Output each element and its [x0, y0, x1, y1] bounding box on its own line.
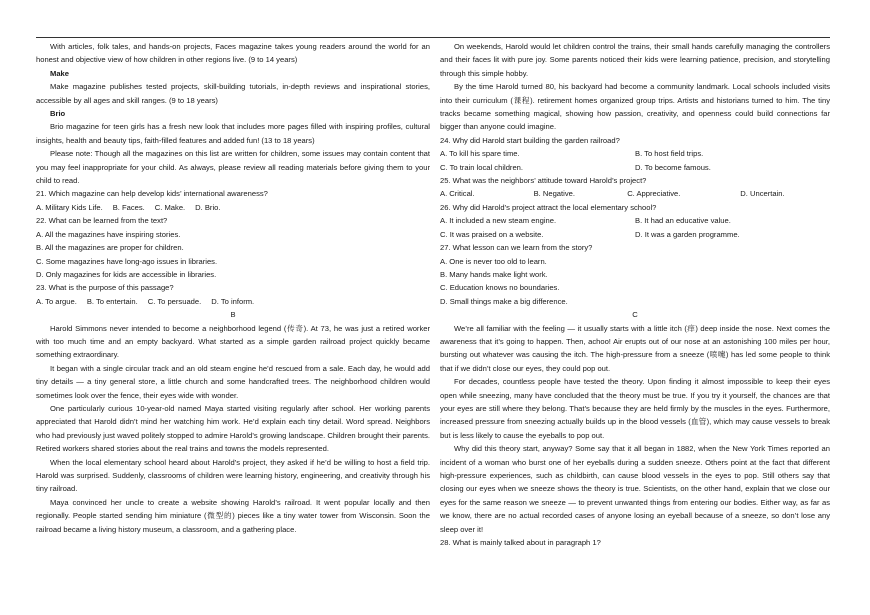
option: B. Many hands make light work.: [440, 269, 548, 279]
option: A. Critical.: [440, 189, 475, 199]
passage-c-paragraph-1: We’re all familiar with the feeling — it usually starts with a little itch (痒) deep inside the nose. Next comes the awareness that it’s going to happen. Then, achoo! Air erupts out of our nose at an astonishing 100 miles per hour, bursting out whatever was causing the itch. The high-pressure from a sneeze (喷嚏) has led some people to think that if we didn’t close our eyes, they could pop out.: [440, 323, 830, 373]
brio-description: Brio magazine for teen girls has a fresh new look that includes more pages filled with inspiring profiles, cultural insights, health and beauty tips, faith-filled features and added fun! (13 to 18 years): [36, 122, 430, 145]
question-24-options-row-1: [440, 147, 830, 160]
option: D. Only magazines for kids are accessible in libraries.: [36, 269, 217, 279]
make-description: Make magazine publishes tested projects, skill-building tutorials, in-depth reviews and inspirational stories, accessible by all ages and skill ranges. (9 to 18 years): [36, 82, 430, 105]
passage-b-paragraph-6: On weekends, Harold would let children control the trains, their small hands carefully managing the controllers and their faces lit with pure joy. Some parents noticed their kids were learning patience, precision, and storytelling through this simple hobby.: [440, 42, 830, 78]
question-21: 21. Which magazine can help develop kids’ international awareness?: [36, 189, 268, 199]
question-26-options-row-2: [440, 228, 830, 241]
passage-b-paragraph-1: Harold Simmons never intended to become a neighborhood legend (传奇). At 73, he was just a retired worker with too much time and an empty backyard. What started as a simple garden railroad project quickly became something extraordinary.: [36, 323, 430, 360]
left-column: [36, 40, 430, 536]
option: A. One is never too old to learn.: [440, 256, 547, 266]
question-21-options: [36, 201, 430, 214]
please-note: Please note: Though all the magazines on this list are written for children, some issues may contain content that you may feel inappropriate for your child. As always, please review all reading materials before giving them to your child to read.: [36, 149, 430, 186]
option: B. To host field trips.: [635, 149, 704, 159]
question-28: 28. What is mainly talked about in paragraph 1?: [440, 538, 601, 548]
option: A. All the magazines have inspiring stories.: [36, 229, 181, 239]
option: B. Negative.: [533, 189, 575, 199]
option: B. To entertain.: [86, 296, 138, 306]
option: D. Brio.: [195, 202, 221, 212]
option: D. To inform.: [211, 296, 255, 306]
option: C. To persuade.: [147, 296, 202, 306]
section-b-heading: B: [230, 310, 236, 320]
passage-c-paragraph-3: Why did this theory start, anyway? Some say that it all began in 1882, when the New York Times reported an incident of a woman who burst one of her eyeballs during a sudden sneeze. Others point at the fact that different high-pressure experiences, such as childbirth, can cause blood vessels in the eyes to pop. Still others say that closing our eyes when we sneeze shows the theory is true. Scientists, on the other hand, explain that we close our eyes for the same reason we sneeze — to prevent unwanted things from entering our bodies. Either way, as far as we know, there are no actual recorded cases of anyone losing an eyeball because of a sneeze, so don’t lose any sleep over it!: [440, 444, 830, 534]
option: A. Military Kids Life.: [36, 202, 103, 212]
question-23: 23. What is the purpose of this passage?: [36, 283, 174, 293]
option: D. To become famous.: [635, 162, 711, 172]
option: B. It had an educative value.: [635, 216, 731, 226]
question-23-options: [36, 295, 430, 308]
option: C. Appreciative.: [627, 189, 681, 199]
question-27: 27. What lesson can we learn from the story?: [440, 243, 593, 253]
passage-b-paragraph-4: When the local elementary school heard about Harold’s project, they asked if he’d be willing to host a field trip. Harold was surprised. Suddenly, classrooms of children were learning history, engineering, and creativity through his tiny railroad.: [36, 457, 430, 494]
option: C. Make.: [154, 202, 186, 212]
passage-c-paragraph-2: For decades, countless people have tested the theory. Upon finding it almost impossible to keep their eyes open while sneezing, many have concluded that the theory must be true. If you try it yourself, the chances are that your eyes are still where they belong. That’s because they are held firmly by the muscles in the eyes. Furthermore, increased pressure from sneezing actually builds up in the blood vessels (血管), which may cause vessels to break but is less likely to cause the eyeballs to pop out.: [440, 377, 830, 440]
question-25-options: [440, 187, 830, 200]
faces-description: With articles, folk tales, and hands-on projects, Faces magazine takes young readers around the world for an honest and objective view of how children in other regions live. (9 to 14 years): [36, 42, 430, 65]
option: B. Faces.: [112, 202, 145, 212]
option: D. Small things make a big difference.: [440, 296, 568, 306]
section-c-heading: C: [632, 310, 638, 320]
question-24: 24. Why did Harold start building the garden railroad?: [440, 135, 620, 145]
right-column: [440, 40, 830, 549]
option: D. Uncertain.: [740, 189, 785, 199]
option: D. It was a garden programme.: [635, 229, 740, 239]
option: C. Some magazines have long-ago issues in libraries.: [36, 256, 218, 266]
option: C. Education knows no boundaries.: [440, 283, 560, 293]
make-heading: Make: [50, 68, 69, 78]
passage-b-paragraph-3: One particularly curious 10-year-old named Maya started visiting regularly after school. Her working parents appreciated that Harold didn’t mind her watching him work. He’d explain each tiny detail. Word spread. Neighbors who had previously just waved politely stopped to admire Harold’s growing landscape. Children brought their parents. Retired workers shared stories about the real trains and towns the models represented.: [36, 403, 430, 454]
question-26: 26. Why did Harold’s project attract the local elementary school?: [440, 202, 657, 212]
option: A. To argue.: [36, 296, 77, 306]
passage-b-paragraph-7: By the time Harold turned 80, his backyard had become a community landmark. Local schools included visits into their curriculum (课程). retirement homes organized group trips. Artists and historians turned to him. The tiny tracks became something magical, showing how passion, creativity, and openness could build connections far bigger than anyone could imagine.: [440, 82, 830, 132]
passage-b-paragraph-2: It began with a single circular track and an old steam engine he’d rescued from a sale. Each day, he would add tiny details — a tiny general store, a little church and some handcrafted trees. The neighborhood children would sometimes look over the fence, their eyes wide with wonder.: [36, 363, 430, 400]
question-26-options-row-1: [440, 214, 830, 227]
question-24-options-row-2: [440, 161, 830, 174]
option: B. All the magazines are proper for children.: [36, 243, 184, 253]
option: A. To kill his spare time.: [440, 149, 520, 159]
option: C. To train local children.: [440, 162, 524, 172]
brio-heading: Brio: [50, 109, 66, 119]
question-22: 22. What can be learned from the text?: [36, 216, 168, 226]
question-25: 25. What was the neighbors’ attitude toward Harold’s project?: [440, 176, 647, 186]
option: C. It was praised on a website.: [440, 229, 544, 239]
top-rule: [36, 37, 830, 38]
option: A. It included a new steam engine.: [440, 216, 557, 226]
passage-b-paragraph-5: Maya convinced her uncle to create a website showing Harold’s railroad. It went popular locally and then regionally. People started sending him miniature (微型的) pieces like a tiny water tower from Wisconsin. Soon the railroad became a living history museum, a classroom, and a gathering place.: [36, 497, 430, 534]
